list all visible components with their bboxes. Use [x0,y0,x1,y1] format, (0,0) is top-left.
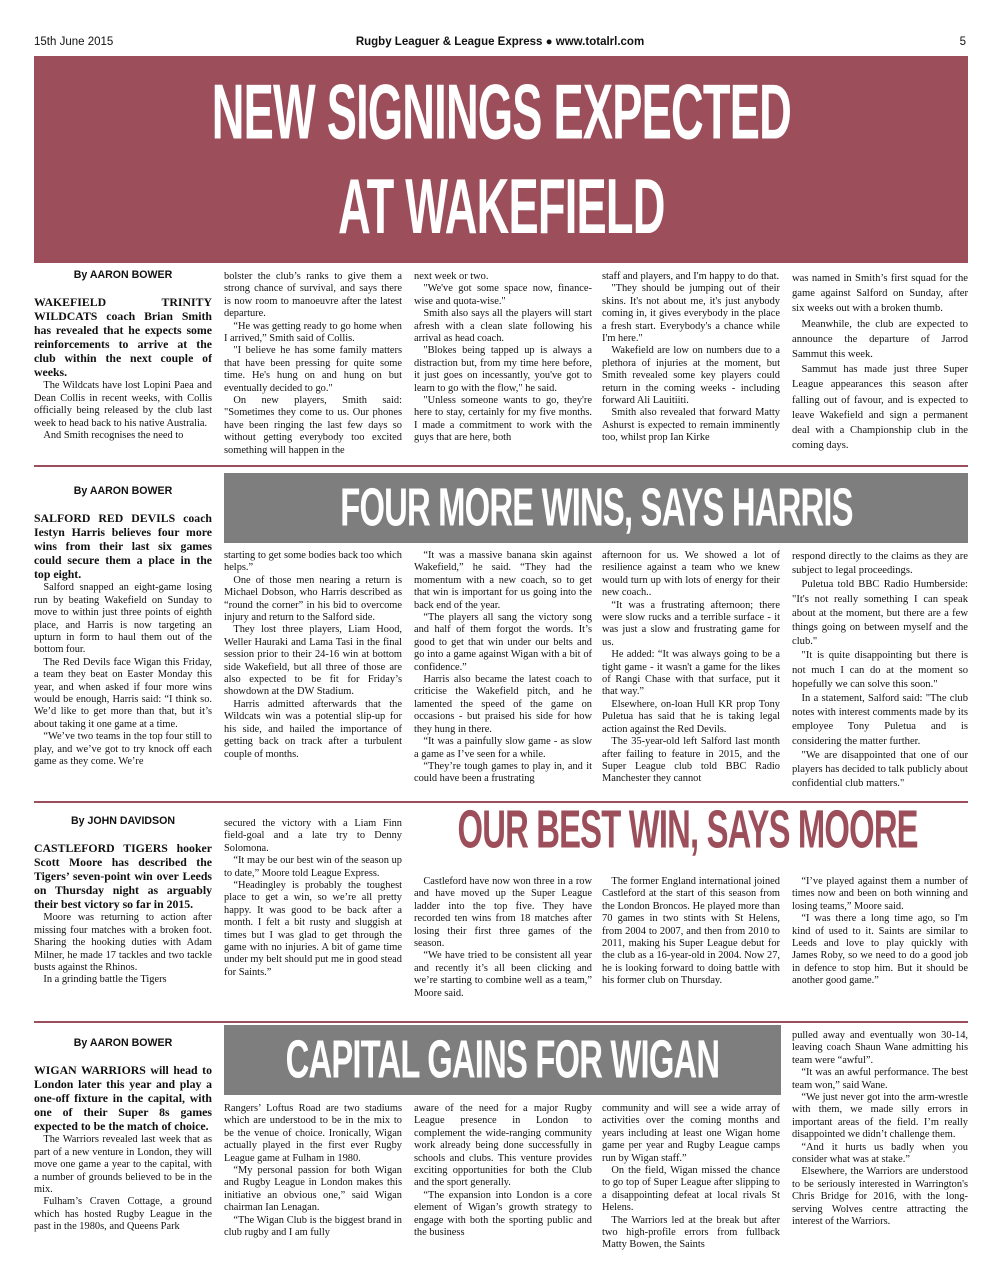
story3-column-4: The former England international joined Castleford at the start of this season from the London Broncos. He played more than 70 games in two stints with St Helens, from 2004 to 2007, and then from 2010 to 2011, making his Super League debut for the club as a 16-year-old in 2004. Now 27, he is looking forward to doing battle with his former club on Thursday. [602,876,780,987]
masthead: Rugby Leaguer & League Express ● www.totalrl.com [355,36,645,48]
story1-column-1: By AARON BOWER WAKEFIELD TRINITY WILDCATS coach Brian Smith has revealed that he expects some reinforcements to arrive at the club within the next couple of weeks. The Wildcats have lost Lopini Paea and Dean Collis in recent weeks, with Collis officially being released by the club last week to head back to his native Australia. And Smith recognises the need to [34,269,212,442]
page-number: 5 [959,36,966,48]
story2-column-5: respond directly to the claims as they are subject to legal proceedings. Puletua told BBC Radio Humberside: "It's not really something I can speak about at the moment, but there are a few things going on between myself and the club." "It is quite disappointing but there is not much I can do at the moment so hopefully we can solve this soon." In a statement, Salford said: "The club notes with interest comments made by its employee Tony Puletua and is considering the matter further. "We are disappointed that one of our players has decided to talk publicly about confidential club matters." [792,551,968,790]
story1-byline: By AARON BOWER [73,269,173,281]
story4-column-3: aware of the need for a major Rugby League presence in London to complement the wide-ranging community work already being done successfully in schools and clubs. This venture provides exciting opportunities for both the Club and the sport generally. “The expansion into London is a core element of Wigan’s growth strategy to engage with both the sporting public and the business [414,1103,592,1239]
issue-date: 15th June 2015 [34,36,114,48]
story3-headline-block [410,795,966,865]
story2-column-4: afternoon for us. We showed a lot of resilience against a team who we knew would turn up with lots of energy for their new coach.. “It was a frustrating afternoon; there were slow rucks and a terrible surface - it was just a slow and frustrating game for us. He added: “It was always going to be a tight game - it wasn't a game for the likes of Rangi Chase with that surface, put it that way.” Elsewhere, on-loan Hull KR prop Tony Puletua has said that he is taking legal action against the Red Devils. The 35-year-old left Salford last month after failing to feature in 2015, and the Super League club told BBC Radio Manchester they cannot [602,550,780,785]
story2-byline: By AARON BOWER [73,485,173,497]
story3-column-1: By JOHN DAVIDSON CASTLEFORD TIGERS hooker Scott Moore has described the Tigers’ seven-point win over Leeds on Thursday night as arguably their best victory so far in 2015. Moore was returning to action after missing four matches with a broken foot. Sharing the hooking duties with Adam Milner, he made 17 tackles and two tackle busts against the Rhinos. In a grinding battle the Tigers [34,815,212,986]
story3-headline: OUR BEST WIN, SAYS MOORE [457,799,919,860]
story1-column-4: staff and players, and I'm happy to do that. "They should be jumping out of their skins. It's not about me, it's just anybody coming in, it gives everybody in the place a fresh start. Everybody's a chance while I'm here." Wakefield are low on numbers due to a plethora of injuries at the moment, but Smith revealed some key players could return in the coming weeks - including forward Ali Lauitiiti. Smith also revealed that forward Matty Ashurst is expected to remain imminently too, whilst prop Ian Kirke [602,271,780,444]
section-divider-3 [34,1021,968,1023]
page-header [34,36,966,52]
story2-column-1: By AARON BOWER SALFORD RED DEVILS coach Iestyn Harris believes four more wins from their last six games could secure them a place in the top eight. Salford snapped an eight-game losing run by beating Wakefield on Sunday to move to within just three points of eighth place, and Harris is now targeting an upturn in form to haul them out of the bottom four. The Red Devils face Wigan this Friday, a team they beat on Easter Monday this year, and when asked if four more wins would be enough, Harris said: “I think so. We’d like to get more than that, but it’s about taking it one game at a time. “We’ve two teams in the top four still to play, and we’ve got to try knock off each game as they come. We’re [34,485,212,768]
story3-column-5: “I’ve played against them a number of times now and been on both winning and losing teams,” Moore said. “I was there a long time ago, so I'm kind of used to it. Saints are similar to Leeds and love to play quickly with James Roby, so we need to do a good job in defence to stop him. But it should be another good game.” [792,876,968,987]
story1-column-2: bolster the club’s ranks to give them a strong chance of survival, and says there is now room to manoeuvre after the latest departure. “He was getting ready to go home when I arrived,” Smith said of Collis. "I believe he has some family matters that have been pressing for quite some time. He's hung on and hung on but eventually decided to go." On new players, Smith said: "Sometimes they come to us. Our phones have been ringing the last few days so without getting everybody too excited something will happen in the [224,271,402,456]
story1-column-5: was named in Smith’s first squad for the game against Salford on Sunday, after six weeks out with a broken thumb. Meanwhile, the club are expected to announce the departure of Jarrod Sammut this week. Sammut has made just three Super League appearances this season after falling out of favour, and is expected to leave Wakefield and sign a permanent deal with a Championship club in the coming days. [792,273,968,452]
story4-column-5: pulled away and eventually won 30-14, leaving coach Shaun Wane admitting his team were “awful”. “It was an awful performance. The best team won,” said Wane. “We just never got into the arm-wrestle with them, we made silly errors in important areas of the field. I’m really disappointed we didn’t challenge them. “And it hurts us badly when you consider what was at stake.” Elsewhere, the Warriors are understood to be seriously interested in Warrington's Chris Bridge for 2016, with the long-serving Wolves centre attracting the interest of the Warriors. [792,1030,968,1228]
story3-column-2: secured the victory with a Liam Finn field-goal and a late try to Denny Solomona. “It may be our best win of the season up to date,” Moore told League Express. “Headingley is probably the toughest place to get a win, so we’re all pretty happy. It was good to be back after a month. I felt a bit rusty and sluggish at times but I was glad to get through the game with no injuries. A bit of game time under my belt should put me in good stead for Saints.” [224,818,402,978]
story4-headline: CAPITAL GAINS FOR WIGAN [285,1029,720,1090]
story4-column-4: community and will see a wide array of activities over the coming months and years including at least one Wigan home game per year and Rugby League camps run by Wigan staff.” On the field, Wigan missed the chance to go top of Super League after slipping to a disappointing defeat at local rivals St Helens. The Warriors led at the break but after two high-profile errors from fullback Matty Bowen, the Saints [602,1103,780,1251]
story1-headline: NEW SIGNINGS EXPECTED AT WAKEFIELD [211,67,791,250]
story2-column-2: starting to get some bodies back too which helps.” One of those men nearing a return is Michael Dobson, who Harris described as “round the corner” in his bid to overcome injury and return to the Salford side. They lost three players, Liam Hood, Weller Hauraki and Lama Tasi in the final session prior to their 24-16 win at bottom side Wakefield, but all three of those are also expected to be fit for Friday’s showdown at the DW Stadium. Harris admitted afterwards that the Wildcats win was a potential slip-up for his side, and hailed the importance of getting back on track after a turbulent couple of months. [224,550,402,760]
story2-column-3: “It was a massive banana skin against Wakefield,” he said. “They had the momentum with a new coach, so to get that win is important for us going into the back end of the year. “The players all sang the victory song and half of them forgot the words. It’s good to get that win under our belts and go into a game against Wigan with a bit of confidence.” Harris also became the latest coach to criticise the Wakefield pitch, and he lamented the speed of the game on occasions - but praised his side for how they hung in there. “It was a painfully slow game - as slow a game as I’ve seen for a while. “They’re tough games to play in, and it could have been a frustrating [414,550,592,785]
section-divider-1 [34,465,968,467]
story2-headline-banner [224,473,968,543]
story2-headline: FOUR MORE WINS, SAYS HARRIS [339,477,853,538]
story1-column-3: next week or two. "We've got some space now, finance-wise and quota-wise." Smith also says all the players will start afresh with a clean slate following his arrival as head coach. "Blokes being tapped up is always a distraction but, from my time here before, it just goes on incessantly, you've got to learn to go with the flow," he said. "Unless someone wants to go, they're here to stay, certainly for my five months. I made a commitment to work with the guys that are here, both [414,271,592,444]
story3-column-3: Castleford have now won three in a row and have moved up the Super League ladder into the top five. They have recorded ten wins from 18 matches after losing their first three games of the season. “We have tried to be consistent all year and recently it’s all been clicking and we’re starting to combine well as a team,” Moore said. [414,876,592,999]
story1-headline-banner [34,56,968,263]
story4-byline: By AARON BOWER [73,1037,173,1049]
story3-byline: By JOHN DAVIDSON [71,815,175,827]
story4-headline-banner [224,1025,781,1095]
story4-column-1: By AARON BOWER WIGAN WARRIORS will head to London later this year and play a one-off fixture in the capital, with one of their Super 8s games expected to be the match of choice. The Warriors revealed last week that as part of a new venture in London, they will move one game a year to the capital, with a number of grounds believed to be in the mix. Fulham’s Craven Cottage, a ground which has hosted Rugby League in the past in the 1980s, and Queens Park [34,1037,212,1233]
story4-column-2: Rangers’ Loftus Road are two stadiums which are understood to be in the mix to be the venue of choice. Ironically, Wigan actually played in the first ever Rugby League game at Fulham in 1980. “My personal passion for both Wigan and Rugby League in London makes this initiative an obvious one,” said Wigan chairman Ian Lenagan. “The Wigan Club is the biggest brand in club rugby and I am fully [224,1103,402,1239]
